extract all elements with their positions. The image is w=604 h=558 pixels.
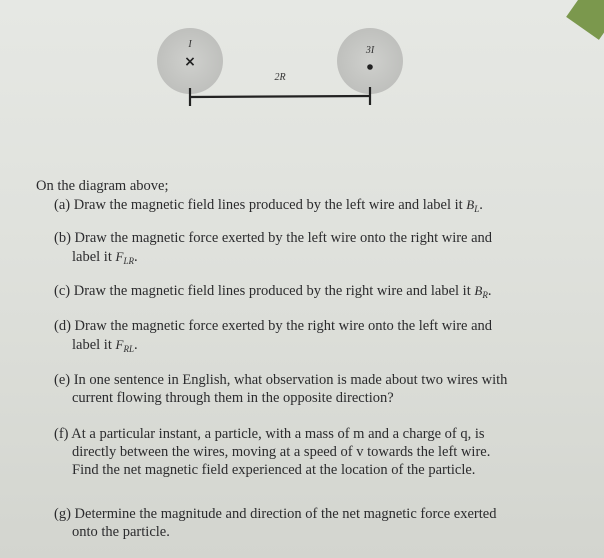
separation-label: 2R	[274, 72, 286, 83]
left-current-label: I	[188, 39, 192, 50]
part-e-line1: (e) In one sentence in English, what observation is made about two wires with	[54, 372, 508, 388]
left-into-page-symbol: ×	[184, 54, 196, 70]
part-d-label: $F_{RL}$	[115, 337, 134, 354]
part-c-label: $B_R$	[474, 283, 488, 300]
part-g-line2: onto the particle.	[72, 524, 170, 540]
part-c: (c) Draw the magnetic field lines produced by the right wire and label it $B_R$.	[54, 283, 492, 300]
part-f-line2: directly between the wires, moving at a speed of v towards the left wire.	[72, 444, 491, 460]
part-g-line1: (g) Determine the magnitude and direction of the net magnetic force exerted	[54, 506, 497, 522]
part-b-line1: (b) Draw the magnetic force exerted by the left wire onto the right wire and	[54, 230, 493, 246]
intro-line: On the diagram above;	[36, 178, 169, 194]
part-f-line3: Find the net magnetic field experienced at the location of the particle.	[72, 462, 476, 478]
part-b-line2: label it $F_{LR}$.	[72, 249, 138, 266]
right-current-label: 3I	[365, 45, 375, 56]
part-d-line1: (d) Draw the magnetic force exerted by the right wire onto the left wire and	[54, 318, 493, 334]
part-d-line2: label it $F_{RL}$.	[72, 337, 138, 354]
part-b-label: $F_{LR}$	[115, 249, 134, 266]
part-f-line1: (f) At a particular instant, a particle, with a mass of m and a charge of q, is	[54, 426, 485, 442]
part-e-line2: current flowing through them in the opposite direction?	[72, 390, 394, 406]
part-a-label: $B_L$	[466, 197, 480, 214]
part-a: (a) Draw the magnetic field lines produced by the left wire and label it $B_L$.	[54, 197, 483, 214]
part-a-text: (a) Draw the magnetic field lines produced by the left wire and label it	[54, 197, 467, 213]
